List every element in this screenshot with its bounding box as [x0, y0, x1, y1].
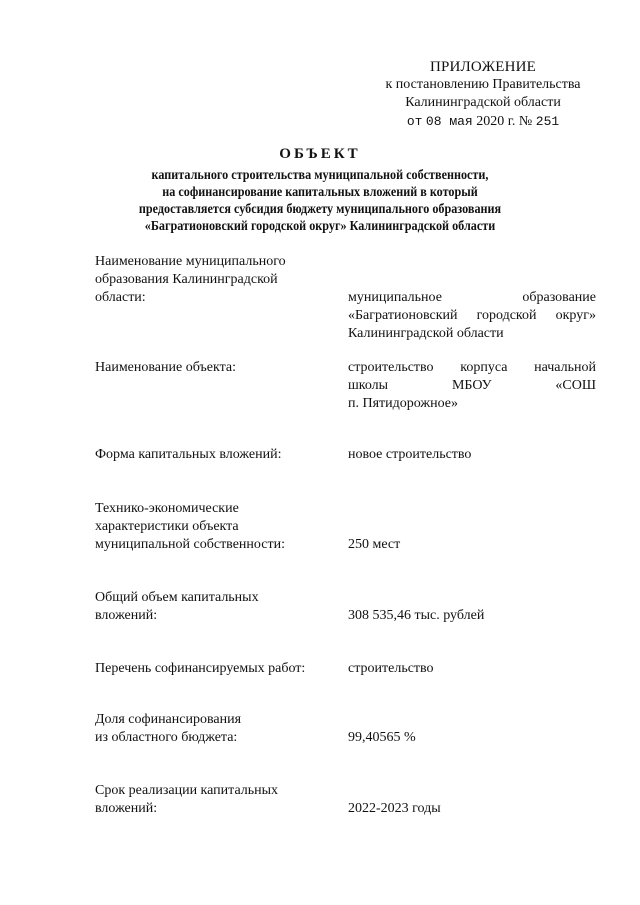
- row-value: [348, 800, 596, 818]
- row-value: [348, 359, 596, 413]
- row-label: [95, 589, 335, 625]
- value-line: 99,40565 %: [348, 730, 416, 745]
- row-label: [95, 782, 335, 818]
- label-line: Технико-экономические: [95, 501, 239, 516]
- label-line: Срок реализации капитальных: [95, 783, 279, 798]
- value-line: 308 535,46 тыс. рублей: [348, 608, 485, 623]
- label-line: вложений:: [95, 608, 158, 623]
- row-label: [95, 359, 335, 377]
- value-line: муниципальное образование: [348, 290, 596, 305]
- document-title: ОБЪЕКТ: [279, 146, 361, 162]
- label-line: Форма капитальных вложений:: [95, 447, 282, 462]
- appendix-header: [378, 58, 588, 131]
- row-value: [348, 446, 596, 464]
- value-line: школы МБОУ «СОШ: [348, 378, 596, 393]
- row-value: [348, 729, 596, 747]
- value-line: п. Пятидорожное»: [348, 396, 458, 411]
- value-line: 250 мест: [348, 537, 401, 552]
- subtitle-line: «Багратионовский городской округ» Калининградской области: [144, 218, 496, 233]
- row-label: [95, 253, 335, 307]
- appendix-line-2: Калининградской области: [405, 95, 561, 110]
- label-line: Доля софинансирования: [95, 712, 242, 727]
- appendix-label: ПРИЛОЖЕНИЕ: [429, 59, 537, 75]
- label-line: вложений:: [95, 801, 158, 816]
- subtitle-line: капитального строительства муниципальной собственности,: [151, 167, 489, 182]
- value-line: «Багратионовский городской округ»: [348, 308, 596, 323]
- row-label: [95, 500, 335, 554]
- label-line: характеристики объекта: [95, 519, 239, 534]
- row-label: [95, 660, 335, 678]
- row-value: [348, 660, 596, 678]
- subtitle-line: на софинансирование капитальных вложений в который: [162, 184, 478, 199]
- label-line: образования Калининградской: [95, 272, 278, 287]
- value-line: 2022-2023 годы: [348, 801, 441, 816]
- appendix-line-1: к постановлению Правительства: [385, 77, 581, 92]
- label-line: из областного бюджета:: [95, 730, 238, 745]
- value-line: строительство: [348, 661, 434, 676]
- document-subtitle: [1, 166, 640, 234]
- decree-date-line: [378, 113, 588, 131]
- value-line: Калининградской области: [348, 326, 504, 341]
- value-line: новое строительство: [348, 447, 472, 462]
- label-line: муниципальной собственности:: [95, 537, 285, 552]
- date-year: 2020 г.: [476, 114, 516, 129]
- date-prefix: от: [406, 114, 423, 129]
- decree-number: 251: [535, 114, 560, 129]
- row-value: [348, 289, 596, 343]
- row-label: [95, 446, 335, 464]
- row-label: [95, 711, 335, 747]
- label-line: Наименование объекта:: [95, 360, 236, 375]
- label-line: области:: [95, 290, 146, 305]
- date-handwritten: 08 мая: [425, 114, 473, 129]
- label-line: Общий объем капитальных: [95, 590, 259, 605]
- number-prefix: №: [518, 114, 533, 129]
- subtitle-line: предоставляется субсидия бюджету муниципального образования: [138, 201, 502, 216]
- value-line: строительство корпуса начальной: [348, 360, 596, 375]
- label-line: Наименование муниципального: [95, 254, 286, 269]
- label-line: Перечень софинансируемых работ:: [95, 661, 306, 676]
- row-value: [348, 607, 596, 625]
- row-value: [348, 536, 596, 554]
